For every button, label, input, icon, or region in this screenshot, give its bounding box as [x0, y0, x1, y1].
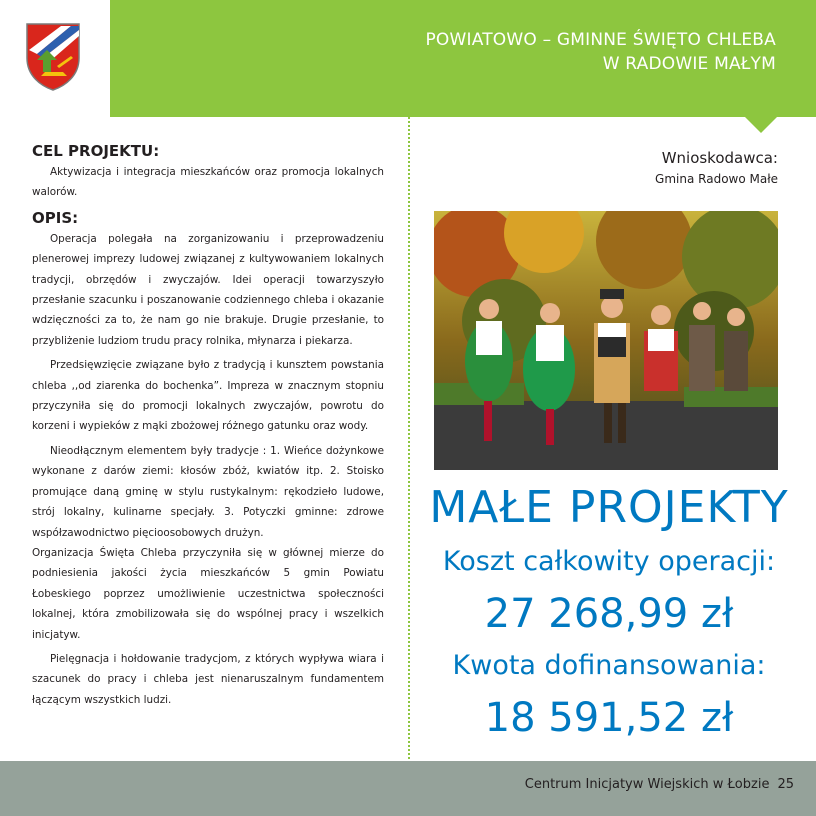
page-footer: [0, 761, 816, 816]
applicant-name: Gmina Radowo Małe: [655, 172, 778, 186]
crest-area: [0, 0, 110, 117]
festival-parade-image: [434, 211, 778, 470]
footer-text: [525, 777, 794, 792]
description-heading: OPIS:: [32, 208, 79, 227]
goal-heading: CEL PROJEKTU:: [32, 142, 160, 160]
total-cost-value: 27 268,99 zł: [484, 591, 734, 637]
column-divider: [408, 117, 410, 759]
funding-value: 18 591,52 zł: [484, 695, 734, 741]
description-paragraph-2: Przedsięwzięcie związane było z tradycją i kunsztem powstania chleba ,,od ziarenka do bochenka”. Impreza w znacznym stopniu przyczyniła się do promocji lokalnych zwyczajów, powrotu do korzeni i wypieków z mąki zbożowej różnego gatunku oraz wody.: [32, 359, 384, 433]
description-paragraph-4: Organizacja Święta Chleba przyczyniła się w głównej mierze do podniesienia jakości życia mieszkańców 5 gmin Powiatu Łobeskiego poprzez umożliwienie uczestnictwa społeczności lokalnej, która zmobilizowała się do wspólnej pracy i wszelkich inicjatyw.: [32, 546, 384, 641]
green-triangle-marker: [745, 117, 777, 133]
small-projects-title: MAŁE PROJEKTY: [429, 482, 789, 533]
description-paragraph-1: Operacja polegała na zorganizowaniu i przeprowadzeniu plenerowej imprezy ludowej związanej z kultywowaniem lokalnych tradycji, obrzędów i zwyczajów. Idei operacji towarzyszyło przesłanie szacunku i poszanowanie codziennego chleba i okazanie wdzięczności za to, że nam go nie brakuje. Drugie przesłanie, to przybliżenie ludziom trudu pracy rolnika, młynarza i piekarza.: [32, 232, 384, 347]
title-line-2: W RADOWIE MAŁYM: [602, 54, 776, 74]
title-line-1: POWIATOWO – GMINNE ŚWIĘTO CHLEBA: [425, 30, 776, 50]
page-header: [0, 0, 816, 117]
page-number: 25: [777, 777, 794, 792]
project-description: [32, 140, 384, 710]
footer-organization: Centrum Inicjatyw Wiejskich w Łobzie: [524, 777, 770, 792]
description-paragraph-3: Nieodłącznym elementem były tradycje : 1. Wieńce dożynkowe wykonane z darów ziemi: kłosów zbóż, kwiatów itp. 2. Stoisko promujące daną gminę w stylu rustykalnym: rękodzieło ludowe, strój lokalny, kulinarne specjały. 3. Potyczki gminne: zdrowe współzawodnictwo pięcioosobowych drużyn.: [32, 444, 384, 539]
total-cost-label: Koszt całkowity operacji:: [442, 546, 776, 577]
goal-text: Aktywizacja i integracja mieszkańców oraz promocja lokalnych walorów.: [32, 166, 384, 199]
coat-of-arms-icon: [23, 20, 83, 92]
page-title: [425, 28, 776, 76]
funding-label: Kwota dofinansowania:: [452, 650, 766, 681]
festival-photo: [434, 211, 778, 470]
applicant-label: Wnioskodawca:: [661, 149, 778, 167]
description-paragraph-5: Pielęgnacja i hołdowanie tradycjom, z których wypływa wiara i szacunek do pracy i chleba jest nienaruszalnym fundamentem łączącym wszystkich ludzi.: [32, 652, 384, 706]
applicant-block: [434, 147, 778, 189]
